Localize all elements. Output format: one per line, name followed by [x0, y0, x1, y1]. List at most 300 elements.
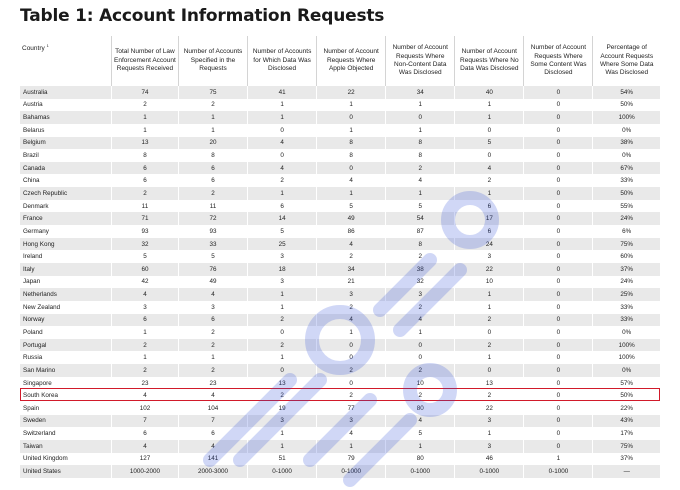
cell-percentage-disclosed: 6%	[593, 225, 660, 238]
cell-total-requests: 1000-2000	[111, 465, 178, 478]
cell-apple-objected: 79	[317, 453, 386, 466]
cell-no-data-disclosed: 2	[455, 174, 524, 187]
cell-country: Taiwan	[20, 440, 111, 453]
cell-content-disclosed: 0	[524, 440, 593, 453]
table-row	[20, 276, 660, 289]
cell-accounts-disclosed: 14	[248, 212, 317, 225]
cell-non-content-disclosed: 1	[386, 326, 455, 339]
cell-percentage-disclosed: 0%	[593, 149, 660, 162]
cell-non-content-disclosed: 2	[386, 162, 455, 175]
cell-accounts-specified: 7	[178, 415, 247, 428]
cell-apple-objected: 77	[317, 402, 386, 415]
cell-accounts-disclosed: 51	[248, 453, 317, 466]
cell-apple-objected: 49	[317, 212, 386, 225]
cell-non-content-disclosed: 2	[386, 301, 455, 314]
cell-percentage-disclosed: 100%	[593, 339, 660, 352]
cell-apple-objected: 8	[317, 149, 386, 162]
cell-percentage-disclosed: 0%	[593, 124, 660, 137]
cell-apple-objected: 21	[317, 276, 386, 289]
cell-accounts-disclosed: 6	[248, 200, 317, 213]
cell-accounts-specified: 3	[178, 301, 247, 314]
cell-content-disclosed: 0	[524, 111, 593, 124]
cell-accounts-disclosed: 13	[248, 377, 317, 390]
cell-country: Hong Kong	[20, 238, 111, 251]
cell-content-disclosed: 0	[524, 174, 593, 187]
cell-accounts-disclosed: 1	[248, 99, 317, 112]
cell-country: Sweden	[20, 415, 111, 428]
cell-percentage-disclosed: 0%	[593, 326, 660, 339]
cell-no-data-disclosed: 4	[455, 162, 524, 175]
cell-apple-objected: 0-1000	[317, 465, 386, 478]
cell-country: Australia	[20, 86, 111, 99]
table-row	[20, 149, 660, 162]
cell-no-data-disclosed: 0	[455, 149, 524, 162]
cell-no-data-disclosed: 24	[455, 238, 524, 251]
cell-accounts-disclosed: 1	[248, 187, 317, 200]
table-row	[20, 174, 660, 187]
cell-no-data-disclosed: 0	[455, 326, 524, 339]
cell-country: Norway	[20, 314, 111, 327]
cell-accounts-specified: 1	[178, 351, 247, 364]
cell-percentage-disclosed: 37%	[593, 453, 660, 466]
cell-content-disclosed: 0	[524, 339, 593, 352]
cell-content-disclosed: 0	[524, 162, 593, 175]
cell-country: Denmark	[20, 200, 111, 213]
cell-apple-objected: 3	[317, 288, 386, 301]
cell-percentage-disclosed: 75%	[593, 238, 660, 251]
cell-no-data-disclosed: 40	[455, 86, 524, 99]
cell-percentage-disclosed: 100%	[593, 351, 660, 364]
cell-apple-objected: 4	[317, 238, 386, 251]
cell-no-data-disclosed: 3	[455, 415, 524, 428]
cell-accounts-specified: 20	[178, 137, 247, 150]
cell-total-requests: 1	[111, 111, 178, 124]
cell-no-data-disclosed: 22	[455, 402, 524, 415]
cell-no-data-disclosed: 13	[455, 377, 524, 390]
cell-content-disclosed: 0	[524, 187, 593, 200]
cell-accounts-specified: 8	[178, 149, 247, 162]
cell-percentage-disclosed: 43%	[593, 415, 660, 428]
cell-non-content-disclosed: 80	[386, 453, 455, 466]
cell-no-data-disclosed: 3	[455, 250, 524, 263]
cell-apple-objected: 22	[317, 86, 386, 99]
table-row	[20, 377, 660, 390]
cell-accounts-specified: 4	[178, 288, 247, 301]
cell-apple-objected: 1	[317, 187, 386, 200]
cell-percentage-disclosed: 24%	[593, 212, 660, 225]
cell-no-data-disclosed: 5	[455, 137, 524, 150]
cell-non-content-disclosed: 1	[386, 187, 455, 200]
table-row	[20, 465, 660, 478]
column-header-content-disclosed: Number of Account Requests Where Some Content Was Disclosed	[524, 36, 593, 86]
cell-percentage-disclosed: 50%	[593, 99, 660, 112]
table-row	[20, 288, 660, 301]
cell-accounts-specified: 2	[178, 326, 247, 339]
cell-total-requests: 5	[111, 250, 178, 263]
table-row	[20, 453, 660, 466]
cell-percentage-disclosed: 50%	[593, 389, 660, 402]
cell-total-requests: 1	[111, 326, 178, 339]
cell-non-content-disclosed: 1	[386, 440, 455, 453]
cell-non-content-disclosed: 2	[386, 389, 455, 402]
table-row	[20, 137, 660, 150]
cell-total-requests: 4	[111, 288, 178, 301]
cell-non-content-disclosed: 0	[386, 339, 455, 352]
cell-accounts-disclosed: 2	[248, 339, 317, 352]
cell-no-data-disclosed: 0	[455, 364, 524, 377]
cell-country: San Marino	[20, 364, 111, 377]
cell-percentage-disclosed: —	[593, 465, 660, 478]
cell-content-disclosed: 0	[524, 351, 593, 364]
table-row	[20, 351, 660, 364]
cell-apple-objected: 0	[317, 162, 386, 175]
cell-apple-objected: 0	[317, 339, 386, 352]
cell-non-content-disclosed: 80	[386, 402, 455, 415]
cell-total-requests: 4	[111, 440, 178, 453]
cell-country: Japan	[20, 276, 111, 289]
cell-accounts-specified: 72	[178, 212, 247, 225]
cell-non-content-disclosed: 4	[386, 174, 455, 187]
cell-apple-objected: 0	[317, 111, 386, 124]
cell-accounts-specified: 6	[178, 162, 247, 175]
table-row	[20, 440, 660, 453]
cell-no-data-disclosed: 1	[455, 99, 524, 112]
table-row	[20, 301, 660, 314]
cell-non-content-disclosed: 3	[386, 288, 455, 301]
table-row	[20, 99, 660, 112]
cell-country: Brazil	[20, 149, 111, 162]
cell-content-disclosed: 0	[524, 263, 593, 276]
cell-country: Italy	[20, 263, 111, 276]
account-requests-table	[20, 36, 660, 478]
cell-total-requests: 71	[111, 212, 178, 225]
cell-non-content-disclosed: 10	[386, 377, 455, 390]
cell-apple-objected: 4	[317, 174, 386, 187]
cell-apple-objected: 4	[317, 427, 386, 440]
column-header-accounts-disclosed: Number of Accounts for Which Data Was Disclosed	[248, 36, 317, 86]
cell-accounts-disclosed: 25	[248, 238, 317, 251]
cell-accounts-specified: 4	[178, 440, 247, 453]
cell-accounts-specified: 23	[178, 377, 247, 390]
cell-non-content-disclosed: 5	[386, 200, 455, 213]
cell-no-data-disclosed: 6	[455, 225, 524, 238]
cell-total-requests: 4	[111, 389, 178, 402]
cell-apple-objected: 2	[317, 301, 386, 314]
cell-accounts-disclosed: 5	[248, 225, 317, 238]
cell-accounts-specified: 6	[178, 174, 247, 187]
cell-accounts-disclosed: 1	[248, 440, 317, 453]
cell-non-content-disclosed: 5	[386, 427, 455, 440]
cell-content-disclosed: 0	[524, 99, 593, 112]
cell-accounts-specified: 11	[178, 200, 247, 213]
cell-non-content-disclosed: 0	[386, 111, 455, 124]
cell-content-disclosed: 0	[524, 137, 593, 150]
cell-accounts-disclosed: 0	[248, 326, 317, 339]
cell-accounts-specified: 104	[178, 402, 247, 415]
cell-percentage-disclosed: 57%	[593, 377, 660, 390]
cell-accounts-disclosed: 1	[248, 288, 317, 301]
cell-non-content-disclosed: 87	[386, 225, 455, 238]
cell-apple-objected: 2	[317, 364, 386, 377]
cell-total-requests: 1	[111, 124, 178, 137]
cell-country: Austria	[20, 99, 111, 112]
cell-no-data-disclosed: 1	[455, 111, 524, 124]
cell-accounts-specified: 1	[178, 111, 247, 124]
table-row	[20, 263, 660, 276]
cell-percentage-disclosed: 25%	[593, 288, 660, 301]
cell-accounts-disclosed: 0	[248, 149, 317, 162]
cell-country: France	[20, 212, 111, 225]
cell-accounts-specified: 93	[178, 225, 247, 238]
table-row	[20, 238, 660, 251]
cell-no-data-disclosed: 17	[455, 212, 524, 225]
cell-country: Ireland	[20, 250, 111, 263]
column-header-no-data-disclosed: Number of Account Requests Where No Data Was Disclosed	[455, 36, 524, 86]
cell-percentage-disclosed: 33%	[593, 301, 660, 314]
cell-accounts-specified: 2	[178, 339, 247, 352]
table-row	[20, 200, 660, 213]
cell-accounts-disclosed: 0	[248, 364, 317, 377]
cell-total-requests: 74	[111, 86, 178, 99]
cell-country: Belgium	[20, 137, 111, 150]
cell-accounts-specified: 6	[178, 314, 247, 327]
table-row	[20, 314, 660, 327]
cell-total-requests: 2	[111, 99, 178, 112]
cell-accounts-specified: 5	[178, 250, 247, 263]
cell-accounts-disclosed: 3	[248, 250, 317, 263]
cell-accounts-specified: 2	[178, 187, 247, 200]
cell-accounts-specified: 76	[178, 263, 247, 276]
cell-country: Poland	[20, 326, 111, 339]
table-row	[20, 326, 660, 339]
cell-percentage-disclosed: 55%	[593, 200, 660, 213]
cell-country: United States	[20, 465, 111, 478]
cell-country: Belarus	[20, 124, 111, 137]
table-row	[20, 187, 660, 200]
table-row	[20, 212, 660, 225]
cell-non-content-disclosed: 2	[386, 250, 455, 263]
cell-accounts-specified: 33	[178, 238, 247, 251]
cell-total-requests: 1	[111, 351, 178, 364]
cell-accounts-disclosed: 41	[248, 86, 317, 99]
cell-apple-objected: 2	[317, 250, 386, 263]
cell-total-requests: 93	[111, 225, 178, 238]
cell-percentage-disclosed: 67%	[593, 162, 660, 175]
cell-percentage-disclosed: 50%	[593, 187, 660, 200]
cell-country: New Zealand	[20, 301, 111, 314]
table-row	[20, 402, 660, 415]
cell-no-data-disclosed: 1	[455, 301, 524, 314]
table-row	[20, 124, 660, 137]
table-row	[20, 111, 660, 124]
cell-total-requests: 2	[111, 339, 178, 352]
cell-accounts-disclosed: 19	[248, 402, 317, 415]
cell-content-disclosed: 0	[524, 364, 593, 377]
cell-total-requests: 42	[111, 276, 178, 289]
table-row	[20, 415, 660, 428]
cell-accounts-specified: 6	[178, 427, 247, 440]
cell-country: Russia	[20, 351, 111, 364]
cell-content-disclosed: 0	[524, 238, 593, 251]
cell-percentage-disclosed: 33%	[593, 314, 660, 327]
cell-content-disclosed: 0	[524, 377, 593, 390]
cell-apple-objected: 86	[317, 225, 386, 238]
cell-total-requests: 6	[111, 427, 178, 440]
cell-non-content-disclosed: 1	[386, 99, 455, 112]
cell-no-data-disclosed: 6	[455, 200, 524, 213]
cell-apple-objected: 5	[317, 200, 386, 213]
cell-percentage-disclosed: 33%	[593, 174, 660, 187]
cell-no-data-disclosed: 2	[455, 314, 524, 327]
cell-content-disclosed: 0	[524, 314, 593, 327]
cell-content-disclosed: 0	[524, 415, 593, 428]
cell-content-disclosed: 0	[524, 149, 593, 162]
cell-country: Czech Republic	[20, 187, 111, 200]
cell-percentage-disclosed: 37%	[593, 263, 660, 276]
column-header-accounts-specified: Number of Accounts Specified in the Requests	[178, 36, 247, 86]
table-row	[20, 427, 660, 440]
cell-non-content-disclosed: 2	[386, 364, 455, 377]
cell-accounts-specified: 4	[178, 389, 247, 402]
cell-content-disclosed: 0	[524, 288, 593, 301]
cell-accounts-specified: 2	[178, 99, 247, 112]
column-header-country: Country $^1$	[22, 43, 49, 53]
cell-percentage-disclosed: 38%	[593, 137, 660, 150]
table-row	[20, 86, 660, 99]
cell-percentage-disclosed: 75%	[593, 440, 660, 453]
cell-content-disclosed: 0	[524, 326, 593, 339]
cell-no-data-disclosed: 0-1000	[455, 465, 524, 478]
cell-non-content-disclosed: 8	[386, 149, 455, 162]
cell-percentage-disclosed: 54%	[593, 86, 660, 99]
cell-accounts-disclosed: 4	[248, 137, 317, 150]
cell-content-disclosed: 0	[524, 200, 593, 213]
table-row-highlighted	[20, 389, 660, 402]
cell-accounts-disclosed: 3	[248, 415, 317, 428]
cell-non-content-disclosed: 4	[386, 415, 455, 428]
cell-no-data-disclosed: 46	[455, 453, 524, 466]
cell-total-requests: 6	[111, 162, 178, 175]
cell-content-disclosed: 1	[524, 453, 593, 466]
cell-country: Bahamas	[20, 111, 111, 124]
cell-content-disclosed: 0-1000	[524, 465, 593, 478]
cell-total-requests: 11	[111, 200, 178, 213]
cell-non-content-disclosed: 8	[386, 137, 455, 150]
cell-accounts-disclosed: 2	[248, 174, 317, 187]
cell-accounts-specified: 1	[178, 124, 247, 137]
table-header-row	[20, 36, 660, 86]
cell-accounts-disclosed: 2	[248, 314, 317, 327]
cell-country: South Korea	[20, 389, 111, 402]
cell-total-requests: 60	[111, 263, 178, 276]
cell-no-data-disclosed: 22	[455, 263, 524, 276]
cell-accounts-specified: 2000-3000	[178, 465, 247, 478]
table-row	[20, 339, 660, 352]
column-header-apple-objected: Number of Account Requests Where Apple Objected	[317, 36, 386, 86]
cell-total-requests: 6	[111, 174, 178, 187]
cell-accounts-disclosed: 1	[248, 427, 317, 440]
cell-apple-objected: 1	[317, 99, 386, 112]
cell-non-content-disclosed: 0-1000	[386, 465, 455, 478]
cell-total-requests: 127	[111, 453, 178, 466]
cell-total-requests: 102	[111, 402, 178, 415]
cell-apple-objected: 3	[317, 415, 386, 428]
cell-accounts-disclosed: 1	[248, 111, 317, 124]
cell-percentage-disclosed: 0%	[593, 364, 660, 377]
column-header-non-content-disclosed: Number of Account Requests Where Non-Content Data Was Disclosed	[386, 36, 455, 86]
cell-accounts-specified: 141	[178, 453, 247, 466]
page-title: Table 1: Account Information Requests	[20, 6, 385, 26]
cell-country: Portugal	[20, 339, 111, 352]
cell-country: Germany	[20, 225, 111, 238]
cell-country: Singapore	[20, 377, 111, 390]
column-header-total-requests: Total Number of Law Enforcement Account Requests Received	[111, 36, 178, 86]
cell-total-requests: 23	[111, 377, 178, 390]
cell-country: United Kingdom	[20, 453, 111, 466]
cell-country: Netherlands	[20, 288, 111, 301]
cell-no-data-disclosed: 10	[455, 276, 524, 289]
cell-apple-objected: 1	[317, 124, 386, 137]
cell-accounts-disclosed: 1	[248, 301, 317, 314]
cell-non-content-disclosed: 34	[386, 86, 455, 99]
cell-no-data-disclosed: 0	[455, 124, 524, 137]
cell-accounts-specified: 49	[178, 276, 247, 289]
cell-no-data-disclosed: 1	[455, 187, 524, 200]
table-row	[20, 364, 660, 377]
table-row	[20, 162, 660, 175]
cell-content-disclosed: 0	[524, 402, 593, 415]
cell-total-requests: 13	[111, 137, 178, 150]
cell-non-content-disclosed: 38	[386, 263, 455, 276]
cell-no-data-disclosed: 3	[455, 440, 524, 453]
cell-no-data-disclosed: 1	[455, 288, 524, 301]
cell-total-requests: 2	[111, 187, 178, 200]
cell-non-content-disclosed: 54	[386, 212, 455, 225]
cell-total-requests: 6	[111, 314, 178, 327]
cell-accounts-disclosed: 0-1000	[248, 465, 317, 478]
cell-no-data-disclosed: 2	[455, 389, 524, 402]
cell-total-requests: 8	[111, 149, 178, 162]
cell-total-requests: 7	[111, 415, 178, 428]
cell-apple-objected: 0	[317, 351, 386, 364]
cell-accounts-disclosed: 0	[248, 124, 317, 137]
cell-content-disclosed: 0	[524, 212, 593, 225]
cell-apple-objected: 0	[317, 377, 386, 390]
cell-total-requests: 32	[111, 238, 178, 251]
cell-no-data-disclosed: 2	[455, 339, 524, 352]
cell-content-disclosed: 0	[524, 250, 593, 263]
cell-accounts-disclosed: 2	[248, 389, 317, 402]
cell-percentage-disclosed: 22%	[593, 402, 660, 415]
cell-content-disclosed: 0	[524, 301, 593, 314]
cell-accounts-specified: 2	[178, 364, 247, 377]
cell-total-requests: 3	[111, 301, 178, 314]
cell-accounts-disclosed: 3	[248, 276, 317, 289]
cell-content-disclosed: 0	[524, 276, 593, 289]
footnote-marker: 1	[46, 43, 49, 48]
column-header-percentage-disclosed: Percentage of Account Requests Where Some Data Was Disclosed	[593, 36, 660, 86]
cell-percentage-disclosed: 100%	[593, 111, 660, 124]
cell-content-disclosed: 0	[524, 427, 593, 440]
cell-total-requests: 2	[111, 364, 178, 377]
cell-non-content-disclosed: 0	[386, 351, 455, 364]
cell-content-disclosed: 0	[524, 86, 593, 99]
cell-content-disclosed: 0	[524, 124, 593, 137]
cell-non-content-disclosed: 4	[386, 314, 455, 327]
cell-no-data-disclosed: 1	[455, 351, 524, 364]
cell-percentage-disclosed: 17%	[593, 427, 660, 440]
cell-accounts-specified: 75	[178, 86, 247, 99]
